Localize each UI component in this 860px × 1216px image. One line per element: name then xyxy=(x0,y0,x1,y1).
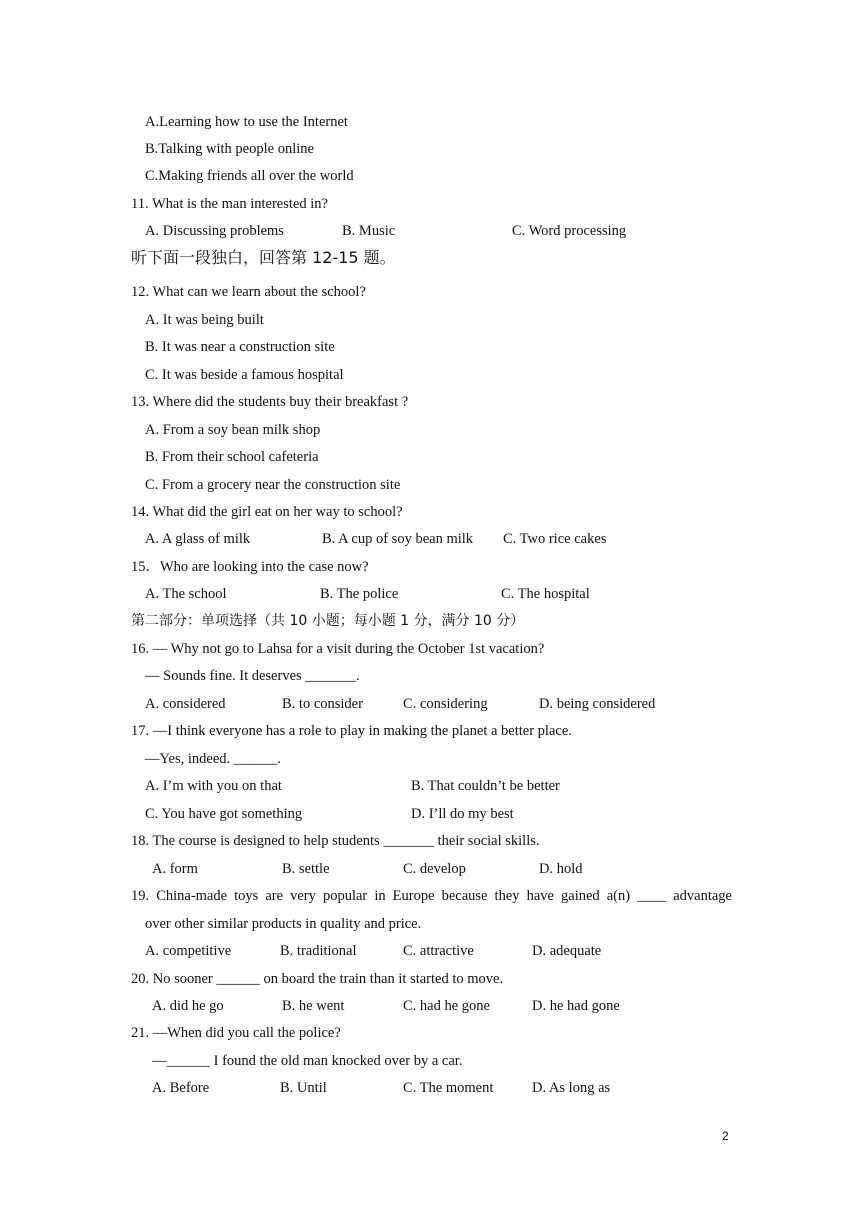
q19-word: a(n) xyxy=(606,888,631,904)
q17-stem: 17. —I think everyone has a role to play in making the planet a better place. xyxy=(131,723,572,739)
q19-word: because xyxy=(441,888,488,904)
q14-option-b: B. A cup of soy bean milk xyxy=(322,531,474,547)
part2-heading: 第二部分：单项选择（共 10 小题；每小题 1 分，满分 10 分） xyxy=(131,613,525,629)
q21-option-d: D. As long as xyxy=(532,1080,611,1096)
q20-option-a: A. did he go xyxy=(152,998,224,1014)
q10-option-b: B.Talking with people online xyxy=(145,141,314,157)
q19-word: Europe xyxy=(392,888,435,904)
q12-option-a: A. It was being built xyxy=(145,312,264,328)
q19-word: they xyxy=(494,888,520,904)
q15-option-c: C. The hospital xyxy=(501,586,590,602)
q19-option-b: B. traditional xyxy=(280,943,357,959)
q17-option-c: C. You have got something xyxy=(145,806,303,822)
q18-option-c: C. develop xyxy=(403,861,466,877)
q19-word: China-made xyxy=(156,888,228,904)
q14-option-c: C. Two rice cakes xyxy=(503,531,607,547)
q19-word: toys xyxy=(234,888,259,904)
q19-stem xyxy=(131,887,732,905)
q16-reply: — Sounds fine. It deserves _______. xyxy=(145,668,360,684)
q14-stem: 14. What did the girl eat on her way to school? xyxy=(131,504,403,520)
q19-word: very xyxy=(290,888,316,904)
q17-option-d: D. I’ll do my best xyxy=(411,806,514,822)
q13-option-c: C. From a grocery near the construction site xyxy=(145,477,401,493)
q21-option-b: B. Until xyxy=(280,1080,327,1096)
section-heading-12-15: 听下面一段独白，回答第 12-15 题。 xyxy=(131,248,396,267)
q12-option-b: B. It was near a construction site xyxy=(145,339,335,355)
q16-option-b: B. to consider xyxy=(282,696,363,712)
q16-option-d: D. being considered xyxy=(539,696,656,712)
q18-option-d: D. hold xyxy=(539,861,583,877)
q18-stem: 18. The course is designed to help students _______ their social skills. xyxy=(131,833,540,849)
q19-word: are xyxy=(265,888,284,904)
q10-option-a: A.Learning how to use the Internet xyxy=(145,114,348,130)
q16-option-c: C. considering xyxy=(403,696,488,712)
q15-stem: 15．Who are looking into the case now? xyxy=(131,559,369,575)
q11-option-a: A. Discussing problems xyxy=(145,223,284,239)
page-number: 2 xyxy=(722,1129,729,1143)
q12-option-c: C. It was beside a famous hospital xyxy=(145,367,344,383)
q13-stem: 13. Where did the students buy their breakfast ? xyxy=(131,394,409,410)
q13-option-b: B. From their school cafeteria xyxy=(145,449,319,465)
q19-word: 19. xyxy=(131,888,150,904)
q18-option-a: A. form xyxy=(152,861,198,877)
q21-option-c: C. The moment xyxy=(403,1080,494,1096)
q19-word: advantage xyxy=(673,888,732,904)
q21-stem: 21. —When did you call the police? xyxy=(131,1025,341,1041)
q21-reply: —______ I found the old man knocked over by a car. xyxy=(152,1053,463,1069)
q17-option-b: B. That couldn’t be better xyxy=(411,778,560,794)
q19-option-c: C. attractive xyxy=(403,943,474,959)
q14-option-a: A. A glass of milk xyxy=(145,531,251,547)
q15-option-b: B. The police xyxy=(320,586,399,602)
q19-word: popular xyxy=(322,888,368,904)
q20-option-d: D. he had gone xyxy=(532,998,620,1014)
q20-option-c: C. had he gone xyxy=(403,998,490,1014)
q16-stem: 16. — Why not go to Lahsa for a visit during the October 1st vacation? xyxy=(131,641,545,657)
q19-word: in xyxy=(374,888,386,904)
q11-option-b: B. Music xyxy=(342,223,396,239)
q11-stem: 11. What is the man interested in? xyxy=(131,196,328,212)
q19-word: have xyxy=(526,888,554,904)
q19-word: ____ xyxy=(637,888,667,904)
q21-option-a: A. Before xyxy=(152,1080,210,1096)
q12-stem: 12. What can we learn about the school? xyxy=(131,284,366,300)
q20-option-b: B. he went xyxy=(282,998,345,1014)
q17-reply: —Yes, indeed. ______. xyxy=(145,751,281,767)
q19-option-a: A. competitive xyxy=(145,943,232,959)
q15-option-a: A. The school xyxy=(145,586,227,602)
q19-stem-continued: over other similar products in quality and price. xyxy=(145,916,422,932)
q16-option-a: A. considered xyxy=(145,696,226,712)
q20-stem: 20. No sooner ______ on board the train than it started to move. xyxy=(131,971,504,987)
q13-option-a: A. From a soy bean milk shop xyxy=(145,422,321,438)
q10-option-c: C.Making friends all over the world xyxy=(145,168,354,184)
q11-option-c: C. Word processing xyxy=(512,223,627,239)
q19-option-d: D. adequate xyxy=(532,943,602,959)
q19-word: gained xyxy=(561,888,600,904)
q17-option-a: A. I’m with you on that xyxy=(145,778,282,794)
q18-option-b: B. settle xyxy=(282,861,330,877)
